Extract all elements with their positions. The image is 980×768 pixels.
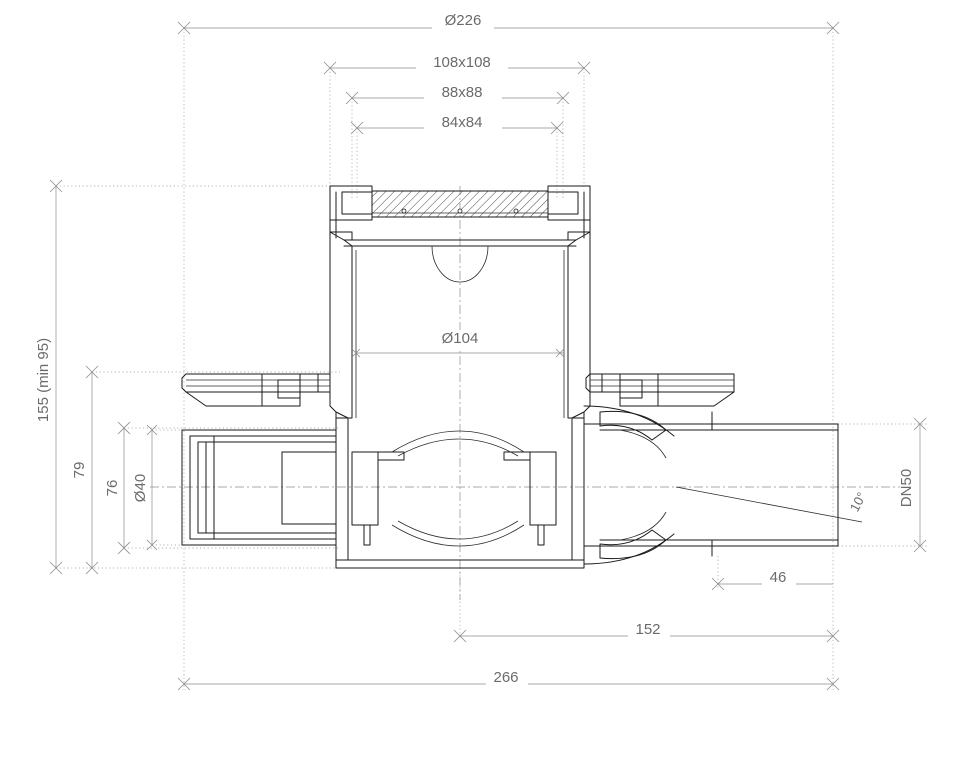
dim-label-108: 108x108 — [433, 54, 491, 71]
dim-label-79: 79 — [71, 461, 88, 479]
dim-label-bore: Ø104 — [441, 330, 479, 347]
dim-label-152: 152 — [635, 621, 661, 638]
dim-label-top-outer: Ø226 — [444, 12, 482, 29]
dim-label-84: 84x84 — [441, 114, 483, 131]
drain-body-geometry — [182, 186, 862, 568]
dim-label-266: 266 — [493, 669, 519, 686]
dim-label-76: 76 — [104, 479, 121, 497]
dim-label-outlet: DN50 — [898, 468, 915, 508]
dim-label-inlet-dia: Ø40 — [132, 473, 149, 503]
dim-label-height-total: 155 (min 95) — [35, 337, 52, 423]
dim-label-angle: 10° — [846, 489, 870, 515]
dim-label-46: 46 — [769, 569, 787, 586]
dim-label-88: 88x88 — [441, 84, 483, 101]
dimension-labels — [35, 12, 915, 688]
